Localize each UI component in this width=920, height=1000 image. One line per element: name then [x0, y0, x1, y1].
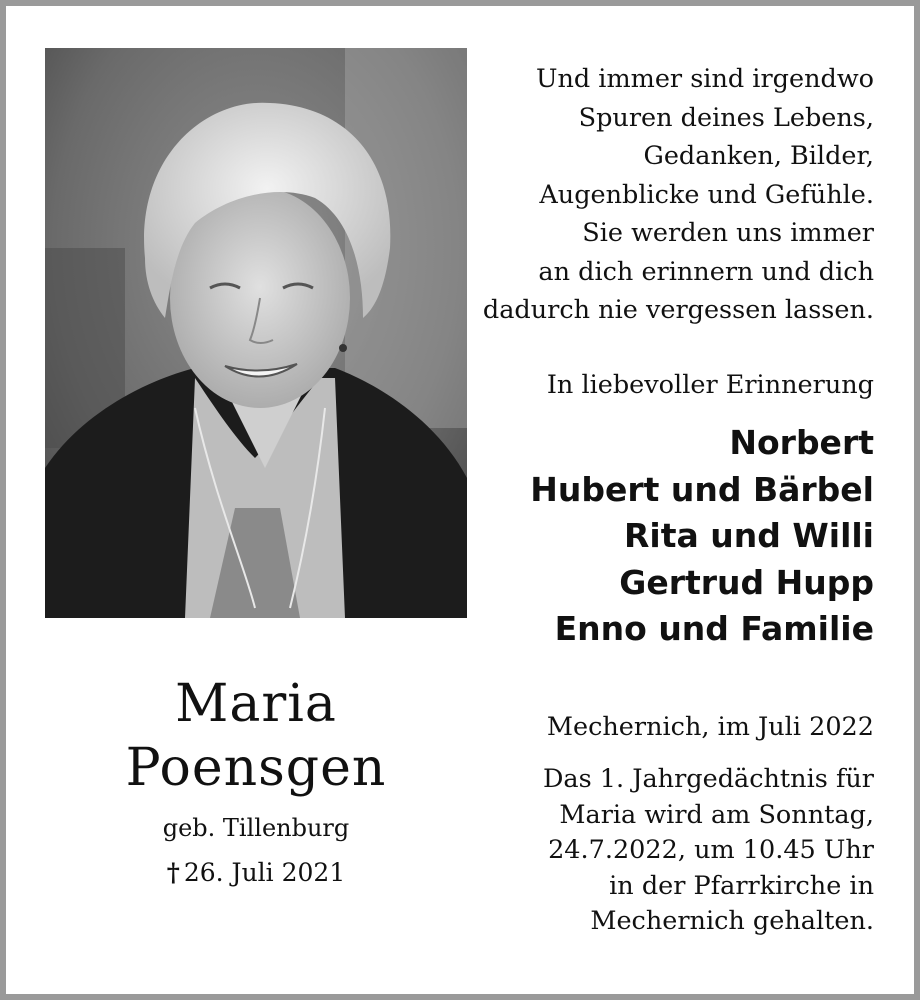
maiden-name: geb. Tillenburg: [162, 814, 350, 842]
mourners-list: [454, 420, 874, 653]
verse-line: Und immer sind irgendwo: [535, 64, 874, 94]
verse-line: dadurch nie vergessen lassen.: [482, 295, 874, 325]
place-date: Mechernich, im Juli 2022: [546, 712, 874, 742]
verse-line: Spuren deines Lebens,: [578, 102, 874, 133]
notice-line: in der Pfarrkirche in: [609, 870, 874, 901]
deceased-first-name: Maria: [175, 674, 337, 734]
mourner-name: Rita und Willi: [624, 516, 874, 555]
deceased-last-name: Poensgen: [125, 738, 387, 798]
death-date-line: [45, 856, 467, 890]
mourner-name: Norbert: [729, 423, 874, 462]
portrait-photo: [45, 48, 467, 618]
mourner-name: Gertrud Hupp: [619, 562, 874, 602]
notice-line: Mechernich gehalten.: [590, 906, 874, 936]
deceased-name-block: [45, 672, 467, 890]
portrait-image: [45, 48, 467, 618]
verse: [454, 60, 874, 330]
cross-icon: †: [166, 858, 180, 887]
notice-line: 24.7.2022, um 10.45 Uhr: [548, 835, 874, 865]
verse-line: an dich erinnern und dich: [538, 256, 874, 287]
memorial-notice: [454, 762, 874, 940]
notice-line: Maria wird am Sonntag,: [559, 799, 874, 830]
verse-line: Gedanken, Bilder,: [643, 141, 874, 171]
mourner-name: Enno und Familie: [554, 609, 874, 648]
memory-line: In liebevoller Erinnerung: [546, 370, 874, 400]
death-date: 26. Juli 2021: [183, 858, 346, 887]
notice-line: Das 1. Jahrgedächtnis für: [542, 764, 874, 794]
verse-line: Augenblicke und Gefühle.: [539, 179, 874, 210]
mourner-name: Hubert und Bärbel: [530, 469, 874, 509]
verse-line: Sie werden uns immer: [582, 218, 874, 248]
